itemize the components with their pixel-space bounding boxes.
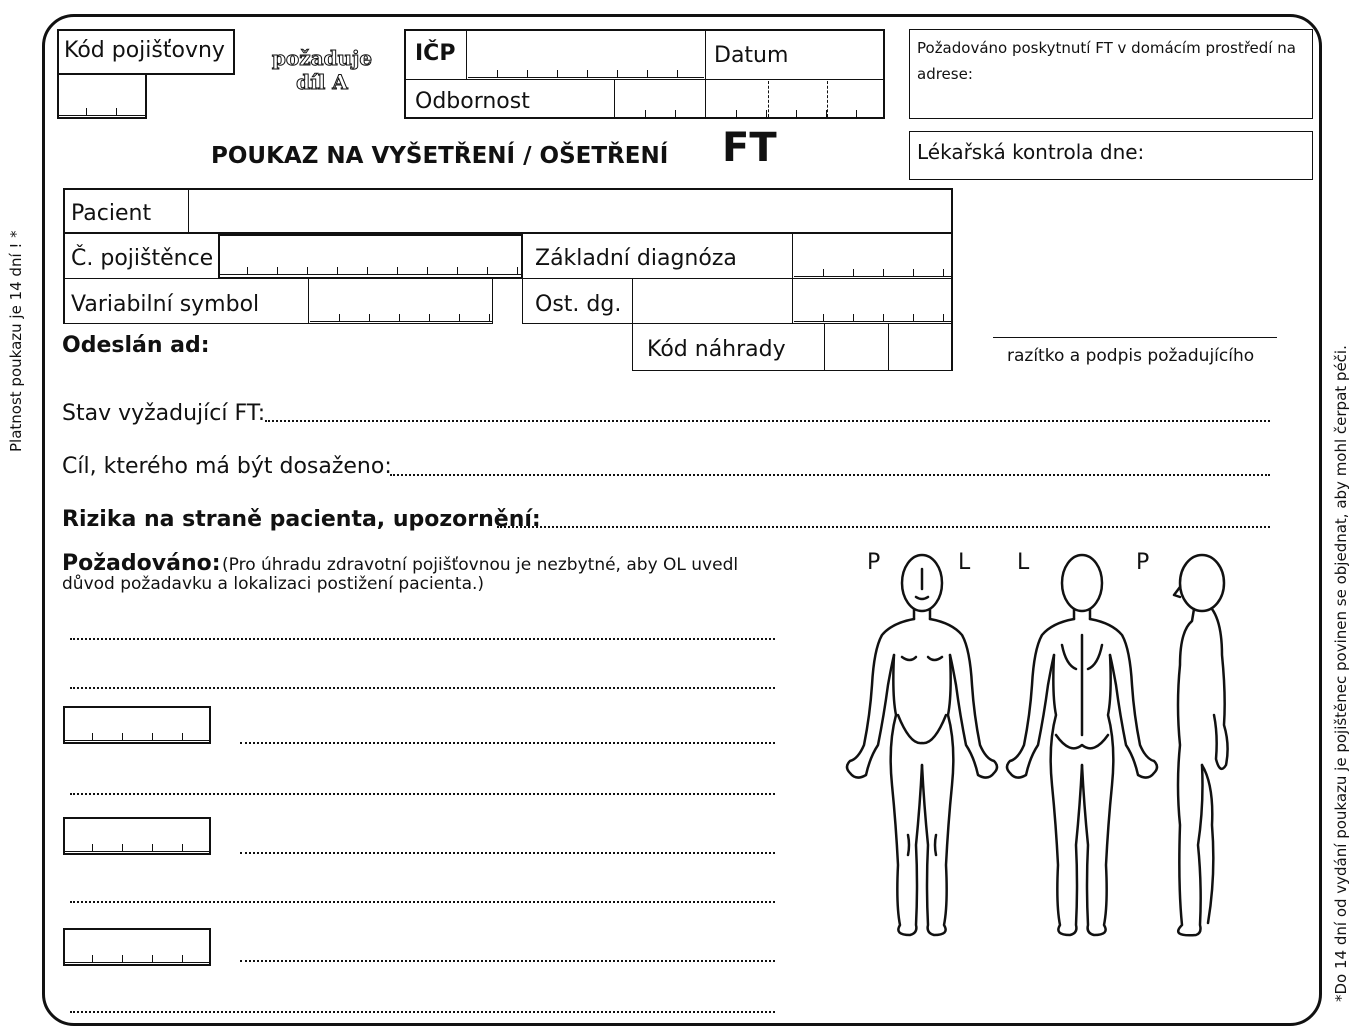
basic-diagnosis-label: Základní diagnóza bbox=[535, 246, 737, 271]
sent-from-label: Odeslán ad: bbox=[62, 333, 210, 358]
variable-split bbox=[308, 278, 309, 324]
specialty-ticks bbox=[616, 110, 704, 118]
label-front-left: L bbox=[958, 550, 971, 575]
body-front-figure bbox=[847, 555, 997, 935]
requested-line-8[interactable] bbox=[70, 1011, 775, 1013]
compensation-code-field[interactable] bbox=[826, 325, 951, 369]
patient-split bbox=[188, 188, 189, 234]
condition-label: Stav vyžadující FT: bbox=[62, 401, 266, 426]
validity-note: Platnost poukazu je 14 dní ! * bbox=[7, 230, 25, 452]
form-code: FT bbox=[722, 125, 777, 171]
medical-check-label: Lékařská kontrola dne: bbox=[917, 140, 1145, 164]
date-ticks bbox=[707, 110, 883, 118]
insured-no-label: Č. pojištěnce bbox=[71, 246, 214, 271]
requested-label: Požadováno: bbox=[62, 551, 221, 576]
other-diagnosis-ticks bbox=[794, 314, 951, 322]
comp-bottom bbox=[632, 370, 952, 371]
specialty-label: Odbornost bbox=[415, 89, 530, 114]
icp-label: IČP bbox=[415, 41, 456, 66]
goal-label: Cíl, kterého má být dosaženo: bbox=[62, 454, 392, 479]
risks-label: Rizika na straně pacienta, upozornění: bbox=[62, 507, 541, 532]
body-side-figure bbox=[1174, 555, 1228, 935]
icp-split bbox=[466, 29, 467, 79]
body-diagram[interactable] bbox=[830, 545, 1250, 945]
comp-right bbox=[951, 323, 953, 371]
requested-note: (Pro úhradu zdravotní pojišťovnou je nezbytné, aby OL uvedl důvod požadavku a lokalizaci postižení pacienta.) bbox=[62, 555, 739, 594]
requested-line-7[interactable] bbox=[240, 960, 775, 962]
label-front-right: P bbox=[867, 550, 881, 575]
home-care-label: Požadováno poskytnutí FT v domácím prostředí na adrese: bbox=[917, 39, 1296, 83]
code-box-2-ticks bbox=[63, 844, 211, 852]
date-dash-2 bbox=[827, 81, 828, 117]
label-back-right: P bbox=[1136, 550, 1150, 575]
body-back-figure bbox=[1007, 555, 1157, 935]
comp-split-1 bbox=[824, 323, 825, 371]
compensation-code-label: Kód náhrady bbox=[647, 337, 786, 362]
other-dg-start bbox=[522, 278, 523, 324]
requested-line-3[interactable] bbox=[240, 742, 775, 744]
patient-field[interactable] bbox=[190, 190, 951, 232]
requested-line-2[interactable] bbox=[70, 687, 775, 689]
insured-no-ticks bbox=[218, 267, 523, 275]
variable-symbol-ticks bbox=[310, 314, 492, 322]
icp-ticks bbox=[468, 70, 704, 78]
stamp-line bbox=[993, 337, 1277, 338]
requires-part-a-text: požaduje díl A bbox=[271, 46, 373, 94]
condition-line[interactable] bbox=[265, 420, 1270, 422]
date-label: Datum bbox=[714, 43, 789, 68]
row-2-bottom-right bbox=[522, 278, 952, 279]
variable-symbol-label: Variabilní symbol bbox=[71, 292, 260, 317]
code-box-1-ticks bbox=[63, 733, 211, 741]
risks-line[interactable] bbox=[497, 526, 1270, 528]
date-split bbox=[705, 29, 706, 119]
patient-label: Pacient bbox=[71, 201, 152, 226]
stamp-label: razítko a podpis požadujícího bbox=[1007, 346, 1255, 366]
requested-line-6[interactable] bbox=[70, 901, 775, 903]
label-back-left: L bbox=[1017, 550, 1030, 575]
row-3-bottom-left bbox=[63, 323, 493, 324]
requested-line-1[interactable] bbox=[70, 638, 775, 640]
goal-line[interactable] bbox=[390, 474, 1270, 476]
ordering-note: *Do 14 dní od vydání poukazu je pojištěnec povinen se objednat, aby mohl čerpat péči. bbox=[1332, 345, 1350, 1002]
specialty-split bbox=[614, 79, 615, 119]
requested-line-5[interactable] bbox=[240, 852, 775, 854]
basic-diagnosis-ticks bbox=[794, 269, 951, 277]
insurer-code-label: Kód pojišťovny bbox=[64, 38, 225, 63]
variable-end bbox=[492, 278, 493, 324]
insurer-code-ticks bbox=[57, 108, 147, 116]
requires-part-a bbox=[258, 46, 386, 94]
date-dash-1 bbox=[768, 81, 769, 117]
other-dg-split bbox=[632, 278, 633, 371]
requested-line-4[interactable] bbox=[70, 793, 775, 795]
icp-divider bbox=[404, 79, 885, 80]
row-2-bottom-left bbox=[63, 278, 218, 279]
other-diagnosis-label: Ost. dg. bbox=[535, 292, 622, 317]
form-title: POUKAZ NA VYŠETŘENÍ / OŠETŘENÍ bbox=[211, 143, 669, 169]
code-box-3-ticks bbox=[63, 955, 211, 963]
